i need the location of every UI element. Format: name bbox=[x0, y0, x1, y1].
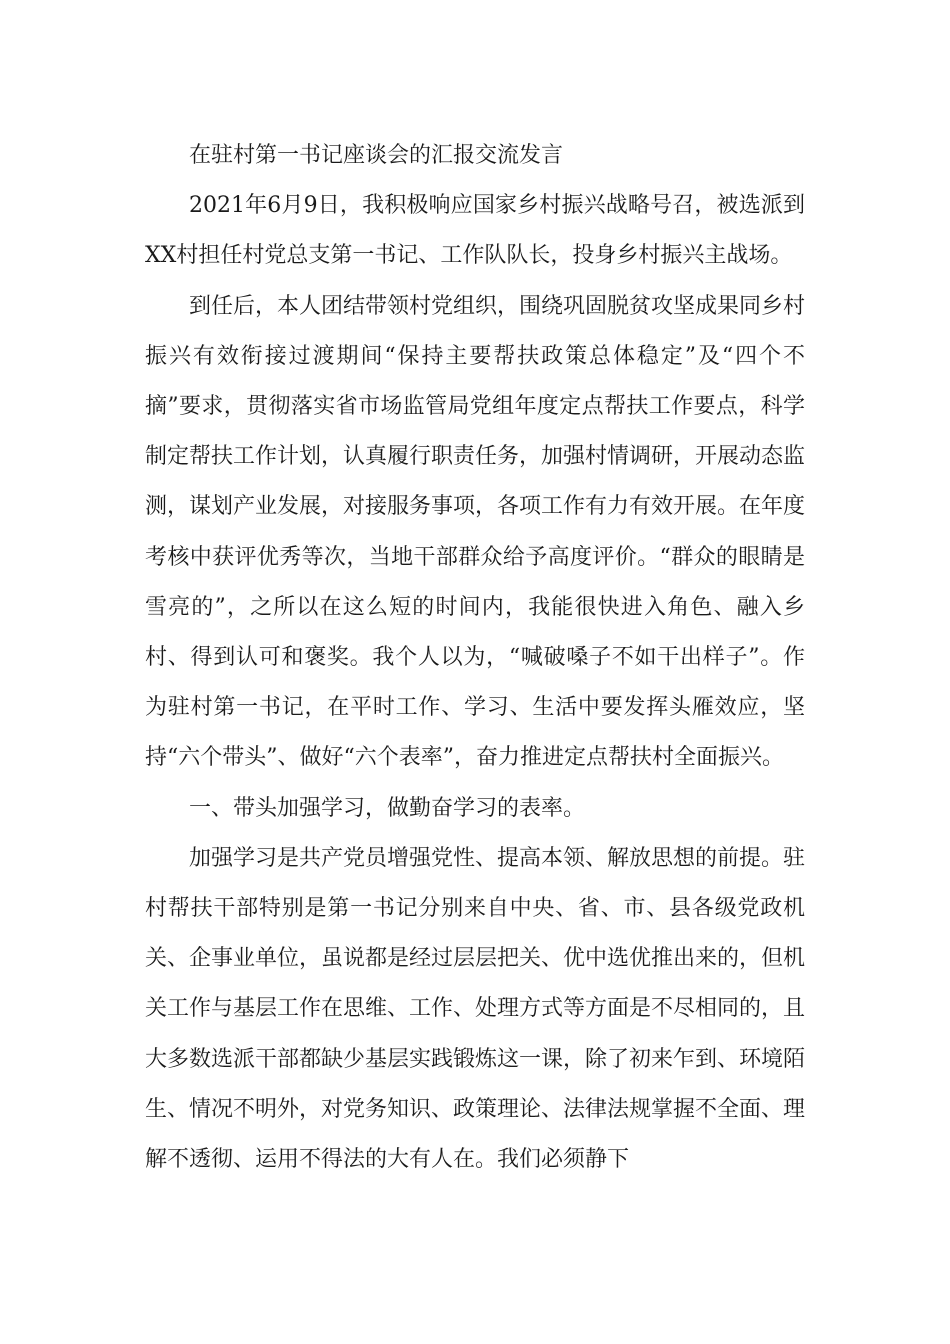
section-heading-1: 一、带头加强学习，做勤奋学习的表率。 bbox=[189, 795, 586, 821]
document-title: 在驻村第一书记座谈会的汇报交流发言 bbox=[189, 143, 564, 168]
document-body bbox=[145, 131, 805, 1185]
paragraph-work-summary: 到任后，本人团结带领村党组织，围绕巩固脱贫攻坚成果同乡村振兴有效衔接过渡期间“保持主要帮扶政策总体稳定”及“四个不摘”要求，贯彻落实省市场监管局党组年度定点帮扶工作要点，科学制定帮扶工作计划，认真履行职责任务，加强村情调研，开展动态监测，谋划产业发展，对接服务事项，各项工作有力有效开展。在年度考核中获评优秀等次，当地干部群众给予高度评价。“群众的眼睛是雪亮的”，之所以在这么短的时间内，我能很快进入角色、融入乡村、得到认可和褒奖。我个人以为，“喊破嗓子不如干出样子”。作为驻村第一书记，在平时工作、学习、生活中要发挥头雁效应，坚持“六个带头”、做好“六个表率”，奋力推进定点帮扶村全面振兴。 bbox=[145, 293, 806, 771]
paragraph-appointment: 2021年6月9日，我积极响应国家乡村振兴战略号召，被选派到XX村担任村党总支第一书记、工作队队长，投身乡村振兴主战场。 bbox=[145, 193, 805, 269]
paragraph-study: 加强学习是共产党员增强党性、提高本领、解放思想的前提。驻村帮扶干部特别是第一书记分别来自中央、省、市、县各级党政机关、企事业单位，虽说都是经过层层把关、优中选优推出来的，但机关工作与基层工作在思维、工作、处理方式等方面是不尽相同的，且大多数选派干部都缺少基层实践锻炼这一课，除了初来乍到、环境陌生、情况不明外，对党务知识、政策理论、法律法规掌握不全面、理解不透彻、运用不得法的大有人在。我们必须静下 bbox=[145, 845, 806, 1173]
